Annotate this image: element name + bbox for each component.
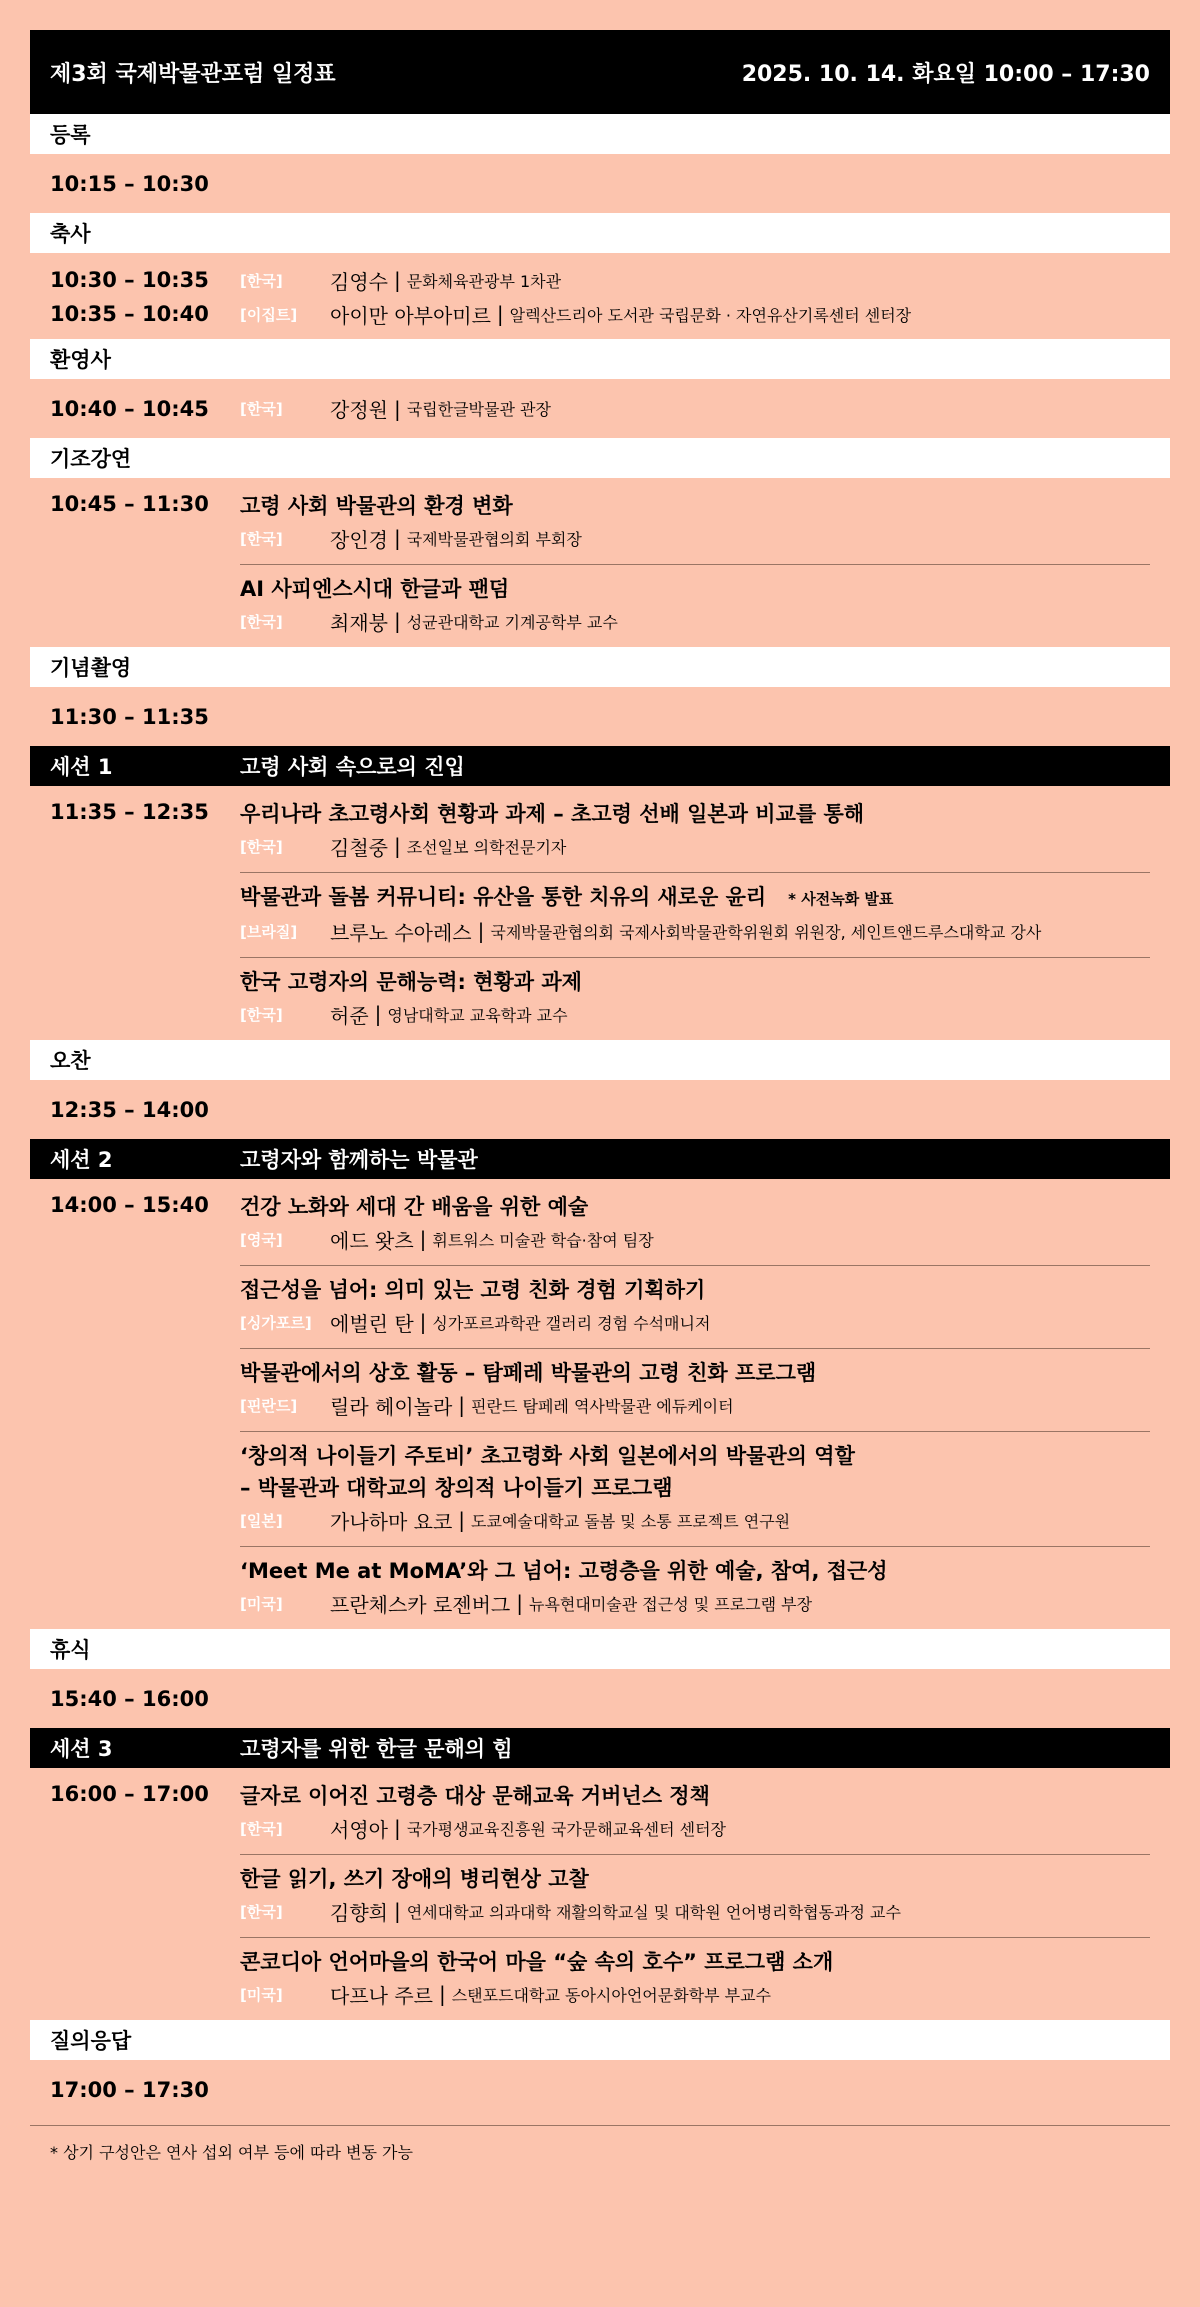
speaker-name: 릴라 헤이놀라 <box>330 1394 453 1419</box>
separator: | <box>438 1982 446 2006</box>
country-tag: [한국] <box>240 612 283 631</box>
session-number: 세션 3 <box>50 1737 113 1761</box>
separator: | <box>496 302 504 326</box>
section-photo: 기념촬영 <box>30 647 1170 687</box>
talk-item <box>240 873 1150 958</box>
speaker-name: 김향희 <box>330 1900 388 1925</box>
session-theme: 고령 사회 속으로의 진입 <box>240 755 465 779</box>
registration-time: 10:15 – 10:30 <box>50 171 209 196</box>
talk-item <box>240 958 1150 1040</box>
speaker-name: 서영아 <box>330 1817 388 1842</box>
speaker-name: 강정원 <box>330 398 388 422</box>
session-1-row <box>30 786 1170 1040</box>
event-datetime: 2025. 10. 14. 화요일 10:00 – 17:30 <box>741 61 1150 87</box>
separator: | <box>458 1508 466 1532</box>
section-break: 휴식 <box>30 1629 1170 1669</box>
qa-time: 17:00 – 17:30 <box>50 2077 209 2102</box>
section-qa: 질의응답 <box>30 2020 1170 2060</box>
session-1-header <box>30 746 1170 786</box>
country-tag: [미국] <box>240 1594 283 1613</box>
separator: | <box>393 396 401 421</box>
talk-item <box>240 1938 1150 2020</box>
speaker-affiliation: 뉴욕현대미술관 접근성 및 프로그램 부장 <box>529 1594 813 1614</box>
speaker-affiliation: 핀란드 탐페레 역사박물관 에듀케이터 <box>471 1396 734 1416</box>
section-keynote: 기조강연 <box>30 438 1170 478</box>
separator: | <box>393 526 401 550</box>
talk-title: 글자로 이어진 고령층 대상 문해교육 거버넌스 정책 <box>240 1784 710 1808</box>
congratulatory-time: 10:35 – 10:40 <box>50 302 209 326</box>
talk-title <box>240 881 1150 915</box>
talk-title: 고령 사회 박물관의 환경 변화 <box>240 494 513 518</box>
talk-title: ‘Meet Me at MoMA’와 그 넘어: 고령층을 위한 예술, 참여, 접근성 <box>240 1559 888 1583</box>
session-3-header <box>30 1728 1170 1768</box>
separator: | <box>516 1591 523 1615</box>
country-tag: [한국] <box>240 1819 283 1838</box>
speaker-name: 허준 <box>330 1003 369 1028</box>
break-time: 15:40 – 16:00 <box>50 1686 209 1711</box>
speaker-affiliation: 성균관대학교 기계공학부 교수 <box>406 612 618 632</box>
separator: | <box>393 1816 401 1840</box>
country-tag: [일본] <box>240 1511 283 1530</box>
talk-title: 건강 노화와 세대 간 배움을 위한 예술 <box>240 1195 589 1219</box>
talk-item <box>240 1266 1150 1349</box>
speaker-affiliation: 국립한글박물관 관장 <box>406 400 551 419</box>
welcome-time: 10:40 – 10:45 <box>50 396 209 421</box>
session-time: 16:00 – 17:00 <box>50 1782 209 1806</box>
keynote-time: 10:45 – 11:30 <box>50 492 209 516</box>
section-congratulatory: 축사 <box>30 213 1170 253</box>
separator: | <box>458 1393 466 1417</box>
separator: | <box>393 834 401 858</box>
speaker-name: 다프나 주르 <box>330 1983 433 2008</box>
keynote-row <box>30 478 1170 647</box>
session-number: 세션 1 <box>50 755 113 779</box>
session-2-header <box>30 1139 1170 1179</box>
separator: | <box>393 268 401 292</box>
talk-title: 박물관에서의 상호 활동 – 탐페레 박물관의 고령 친화 프로그램 <box>240 1361 817 1385</box>
speaker-affiliation: 연세대학교 의과대학 재활의학교실 및 대학원 언어병리학협동과정 교수 <box>406 1902 901 1922</box>
congratulatory-block <box>30 253 1170 339</box>
session-theme: 고령자와 함께하는 박물관 <box>240 1148 478 1172</box>
lunch-time: 12:35 – 14:00 <box>50 1097 209 1122</box>
talk-title: 우리나라 초고령사회 현황과 과제 – 초고령 선배 일본과 비교를 통해 <box>240 802 865 826</box>
speaker-affiliation: 문화체육관광부 1차관 <box>406 271 562 291</box>
talk-item <box>240 1349 1150 1432</box>
speaker-name: 프란체스카 로젠버그 <box>330 1592 511 1617</box>
session-time: 14:00 – 15:40 <box>50 1193 209 1217</box>
talk-title-text: 박물관과 돌봄 커뮤니티: 유산을 통한 치유의 새로운 윤리 <box>240 885 767 909</box>
speaker-affiliation: 휘트워스 미술관 학습·참여 팀장 <box>432 1230 654 1250</box>
speaker-affiliation: 조선일보 의학전문기자 <box>406 837 567 857</box>
talk-item <box>240 786 1150 873</box>
speaker-name: 김영수 <box>330 269 388 294</box>
schedule <box>30 30 1170 2163</box>
country-tag: [한국] <box>240 400 283 418</box>
page-title: 제3회 국제박물관포럼 일정표 <box>50 61 336 87</box>
section-lunch: 오찬 <box>30 1040 1170 1080</box>
talk-title: ‘창의적 나이들기 주토비’ 초고령화 사회 일본에서의 박물관의 역할 <box>240 1444 855 1468</box>
talk-item <box>240 565 1150 647</box>
talk-subtitle: – 박물관과 대학교의 창의적 나이들기 프로그램 <box>240 1476 673 1500</box>
section-welcome: 환영사 <box>30 339 1170 379</box>
separator: | <box>393 609 401 633</box>
separator: | <box>477 919 485 943</box>
country-tag: [한국] <box>240 1902 283 1921</box>
section-registration: 등록 <box>30 114 1170 154</box>
speaker-affiliation: 스탠포드대학교 동아시아언어문화학부 부교수 <box>451 1985 772 2005</box>
country-tag: [브라질] <box>240 922 298 941</box>
talk-title: 한국 고령자의 문해능력: 현황과 과제 <box>240 970 582 994</box>
separator: | <box>419 1227 427 1251</box>
speaker-affiliation: 도쿄예술대학교 돌봄 및 소통 프로젝트 연구원 <box>471 1511 791 1531</box>
session-2-row <box>30 1179 1170 1629</box>
talk-title: 접근성을 넘어: 의미 있는 고령 친화 경험 기획하기 <box>240 1278 706 1302</box>
country-tag: [미국] <box>240 1985 283 2004</box>
speaker-affiliation: 싱가포르과학관 갤러리 경험 수석매니저 <box>432 1313 711 1333</box>
footer-note: * 상기 구성안은 연사 섭외 여부 등에 따라 변동 가능 <box>50 2143 413 2162</box>
speaker-affiliation: 알렉산드리아 도서관 국립문화 · 자연유산기록센터 센터장 <box>509 305 912 325</box>
congratulatory-time: 10:30 – 10:35 <box>50 268 209 292</box>
separator: | <box>393 1899 401 1923</box>
talk-item <box>240 1855 1150 1938</box>
speaker-name: 김철중 <box>330 835 388 860</box>
speaker-affiliation: 국제박물관협의회 부회장 <box>406 529 582 549</box>
talk-title: 한글 읽기, 쓰기 장애의 병리현상 고찰 <box>240 1867 589 1891</box>
country-tag: [영국] <box>240 1230 283 1249</box>
separator: | <box>374 1002 382 1026</box>
talk-item <box>240 1768 1150 1855</box>
photo-time: 11:30 – 11:35 <box>50 704 209 729</box>
speaker-affiliation: 국가평생교육진흥원 국가문해교육센터 센터장 <box>406 1819 727 1839</box>
talk-title: 콘코디아 언어마을의 한국어 마을 “숲 속의 호수” 프로그램 소개 <box>240 1950 834 1974</box>
speaker-name: 최재붕 <box>330 610 388 635</box>
session-theme: 고령자를 위한 한글 문해의 힘 <box>240 1737 513 1761</box>
talk-title: AI 사피엔스시대 한글과 팬덤 <box>240 577 510 601</box>
speaker-name: 에드 왓츠 <box>330 1228 414 1253</box>
welcome-row <box>30 379 1170 438</box>
separator: | <box>419 1310 427 1334</box>
title-bar <box>30 30 1170 114</box>
speaker-affiliation: 영남대학교 교육학과 교수 <box>387 1005 568 1025</box>
country-tag: [한국] <box>240 271 283 290</box>
speaker-name: 에벌린 탄 <box>330 1311 414 1336</box>
talk-item <box>240 1547 1150 1629</box>
congratulatory-row <box>30 263 1170 297</box>
prerecorded-note: * 사전녹화 발표 <box>788 890 894 908</box>
country-tag: [핀란드] <box>240 1396 298 1415</box>
country-tag: [한국] <box>240 1005 283 1024</box>
session-3-row <box>30 1768 1170 2020</box>
session-number: 세션 2 <box>50 1148 113 1172</box>
country-tag: [한국] <box>240 529 283 548</box>
congratulatory-row <box>30 297 1170 331</box>
talk-item <box>240 478 1150 565</box>
country-tag: [한국] <box>240 837 283 856</box>
speaker-name: 가나하마 요코 <box>330 1509 453 1534</box>
session-time: 11:35 – 12:35 <box>50 800 209 824</box>
speaker-affiliation: 국제박물관협의회 국제사회박물관학위원회 위원장, 세인트앤드루스대학교 강사 <box>490 922 1042 942</box>
speaker-name: 브루노 수아레스 <box>330 920 472 945</box>
talk-item <box>240 1432 1150 1547</box>
country-tag: [이집트] <box>240 305 298 324</box>
talk-item <box>240 1179 1150 1266</box>
country-tag: [싱가포르] <box>240 1313 312 1332</box>
speaker-name: 아이만 아부아미르 <box>330 303 491 328</box>
speaker-name: 장인경 <box>330 527 388 552</box>
